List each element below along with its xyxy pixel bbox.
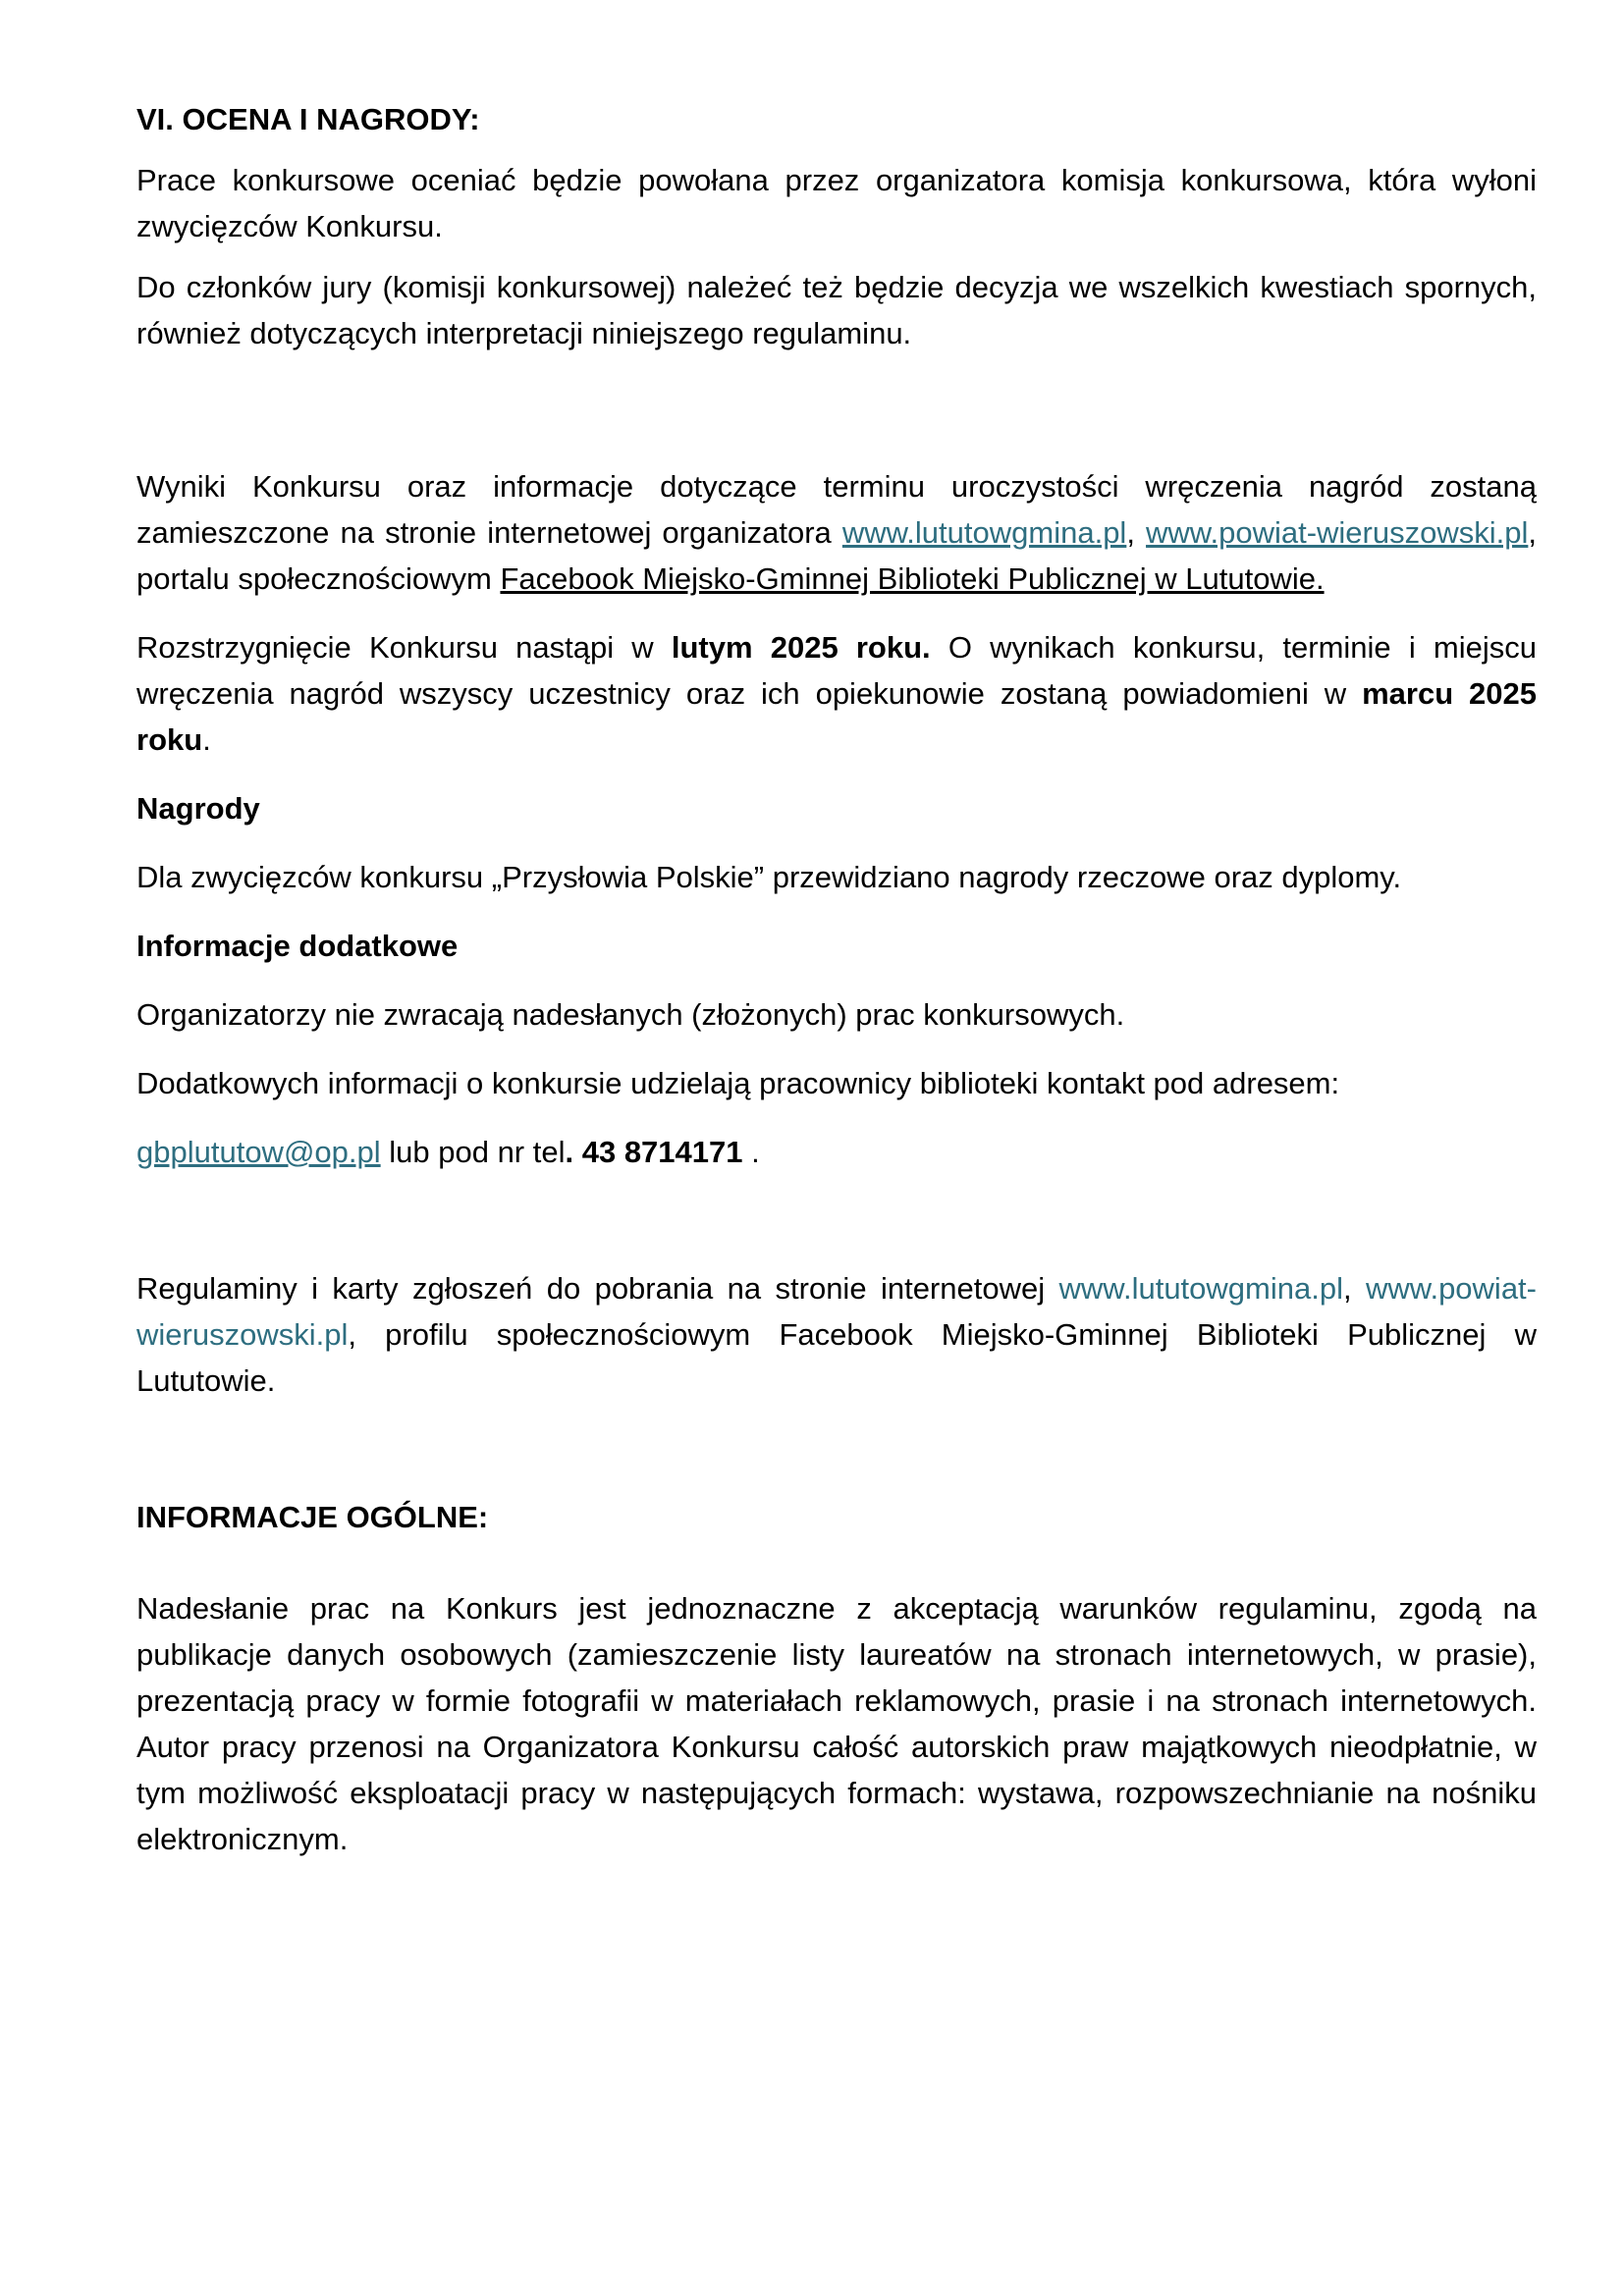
paragraph-kontakt bbox=[136, 1129, 1537, 1175]
wyniki-text: Wyniki Konkursu oraz informacje dotyczące terminu uroczystości wręczenia nagród zostaną zamieszczone na stronie internetowej organizatora bbox=[136, 469, 1537, 550]
kontakt-text: lub pod nr tel bbox=[380, 1135, 566, 1169]
paragraph-ocena-komisja: Prace konkursowe oceniać będzie powołana przez organizatora komisja konkursowa, która wyłoni zwycięzców Konkursu. bbox=[136, 163, 1537, 243]
document-page bbox=[136, 96, 1537, 1862]
regulaminy-text: Regulaminy i karty zgłoszeń do pobrania na stronie internetowej bbox=[136, 1271, 1059, 1306]
kontakt-end: . bbox=[742, 1135, 760, 1169]
paragraph-dodatkowe-info: Dodatkowych informacji o konkursie udzielają pracownicy biblioteki kontakt pod adresem: bbox=[136, 1066, 1340, 1100]
rozstrzygniecie-date-luty: lutym 2025 roku. bbox=[671, 630, 931, 665]
section-heading-ocena: VI. OCENA I NAGRODY: bbox=[136, 102, 480, 136]
link-facebook-biblioteka[interactable]: Facebook Miejsko-Gminnej Biblioteki Publicznej w Lututowie. bbox=[500, 561, 1325, 596]
paragraph-wyniki bbox=[136, 463, 1537, 602]
email-link[interactable]: gbplututow@op.pl bbox=[136, 1135, 381, 1169]
section-heading-informacje-dodatkowe: Informacje dodatkowe bbox=[136, 929, 459, 963]
regulaminy-text-2: , profilu społecznościowym Facebook Miejsko-Gminnej Biblioteki Publicznej w Lututowie. bbox=[136, 1317, 1537, 1398]
wyniki-text-portal: , portalu społecznościowym bbox=[136, 515, 1537, 596]
wyniki-separator: , bbox=[1126, 515, 1147, 550]
paragraph-regulaminy bbox=[136, 1265, 1537, 1404]
regulaminy-link-powiat[interactable]: www.powiat-wieruszowski.pl bbox=[136, 1271, 1537, 1352]
paragraph-rozstrzygniecie bbox=[136, 624, 1537, 763]
section-heading-nagrody: Nagrody bbox=[136, 791, 260, 826]
link-powiat-wieruszowski[interactable]: www.powiat-wieruszowski.pl bbox=[1146, 515, 1529, 550]
rozstrzygniecie-text-1: Rozstrzygnięcie Konkursu nastąpi w bbox=[136, 630, 672, 665]
link-lututowgmina[interactable]: www.lututowgmina.pl bbox=[841, 515, 1127, 550]
rozstrzygniecie-date-marzec: marcu 2025 roku bbox=[136, 676, 1538, 757]
regulaminy-separator: , bbox=[1342, 1271, 1366, 1306]
rozstrzygniecie-text-3: . bbox=[202, 722, 211, 757]
paragraph-informacje-ogolne: Nadesłanie prac na Konkurs jest jednoznaczne z akceptacją warunków regulaminu, zgodą na publikacje danych osobowych (zamieszczenie listy laureatów na stronach internetowych, w prasie), prezentacją pracy w formie fotografii w materiałach reklamowych, prasie i na stronach internetowych. Autor pracy przenosi na Organizatora Konkursu całość autorskich praw majątkowych nieodpłatnie, w tym możliwość eksploatacji pracy w następujących formach: wystawa, rozpowszechnianie na nośniku elektronicznym. bbox=[136, 1591, 1537, 1856]
paragraph-ocena-jury: Do członków jury (komisji konkursowej) należeć też będzie decyzja we wszelkich kwestiach spornych, również dotyczących interpretacji niniejszego regulaminu. bbox=[136, 270, 1537, 350]
regulaminy-link-lututowgmina[interactable]: www.lututowgmina.pl bbox=[1058, 1271, 1343, 1306]
phone-number: . 43 8714171 bbox=[565, 1135, 743, 1169]
paragraph-organizatorzy: Organizatorzy nie zwracają nadesłanych (złożonych) prac konkursowych. bbox=[136, 997, 1125, 1032]
paragraph-nagrody: Dla zwycięzców konkursu „Przysłowia Polskie” przewidziano nagrody rzeczowe oraz dyplomy. bbox=[136, 860, 1402, 894]
rozstrzygniecie-text-2: O wynikach konkursu, terminie i miejscu wręczenia nagród wszyscy uczestnicy oraz ich opiekunowie zostaną powiadomieni w bbox=[136, 630, 1537, 711]
section-heading-informacje-ogolne: INFORMACJE OGÓLNE: bbox=[136, 1500, 489, 1534]
